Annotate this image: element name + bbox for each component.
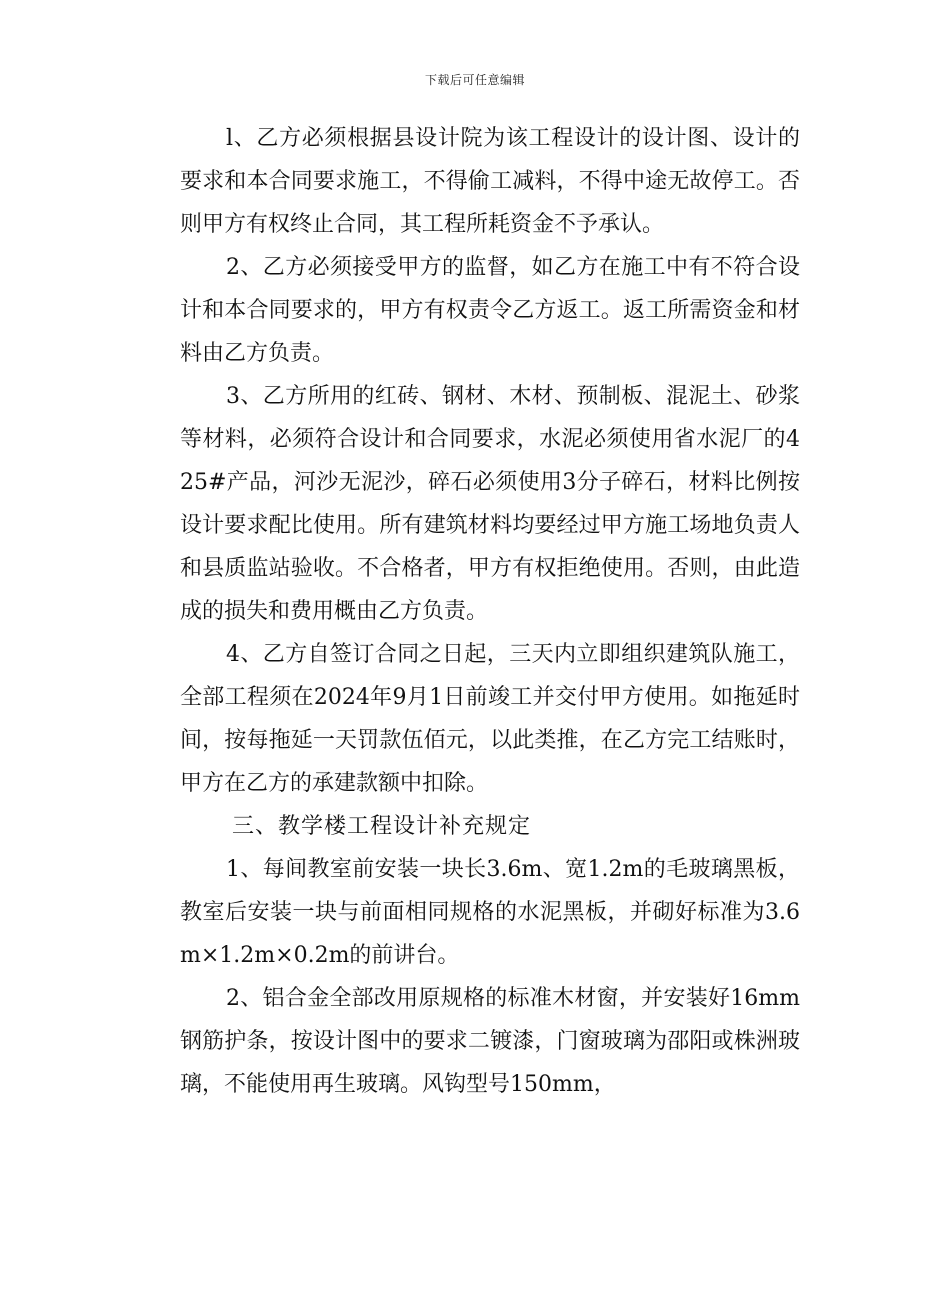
clause-1: l、乙方必须根据县设计院为该工程设计的设计图、设计的要求和本合同要求施工，不得偷工减料，不得中途无故停工。否则甲方有权终止合同，其工程所耗资金不予承认。 [180,126,800,237]
clause-2: 2、乙方必须接受甲方的监督，如乙方在施工中有不符合设计和本合同要求的，甲方有权责令乙方返工。返工所需资金和材料由乙方负责。 [180,255,800,366]
section-clause-2: 2、铝合金全部改用原规格的标准木材窗，并安装好16mm钢筋护条，按设计图中的要求二镀漆，门窗玻璃为邵阳或株洲玻璃，不能使用再生玻璃。风钩型号150mm， [180,986,800,1097]
section-clause-1: 1、每间教室前安装一块长3.6m、宽1.2m的毛玻璃黑板，教室后安装一块与前面相同规格的水泥黑板，并砌好标准为3.6m×1.2m×0.2m的前讲台。 [180,857,800,968]
page-header: 下载后可任意编辑 [424,73,525,87]
document-body [180,117,800,1106]
section-heading: 三、教学楼工程设计补充规定 [232,814,532,839]
clause-3: 3、乙方所用的红砖、钢材、木材、预制板、混泥土、砂浆等材料，必须符合设计和合同要求，水泥必须使用省水泥厂的425#产品，河沙无泥沙，碎石必须使用3分子碎石，材料比例按设计要求配比使用。所有建筑材料均要经过甲方施工场地负责人和县质监站验收。不合格者，甲方有权拒绝使用。否则，由此造成的损失和费用概由乙方负责。 [180,384,800,624]
clause-4: 4、乙方自签订合同之日起，三天内立即组织建筑队施工，全部工程须在2024年9月1日前竣工并交付甲方使用。如拖延时间，按每拖延一天罚款伍佰元，以此类推，在乙方完工结账时，甲方在乙方的承建款额中扣除。 [180,642,800,796]
